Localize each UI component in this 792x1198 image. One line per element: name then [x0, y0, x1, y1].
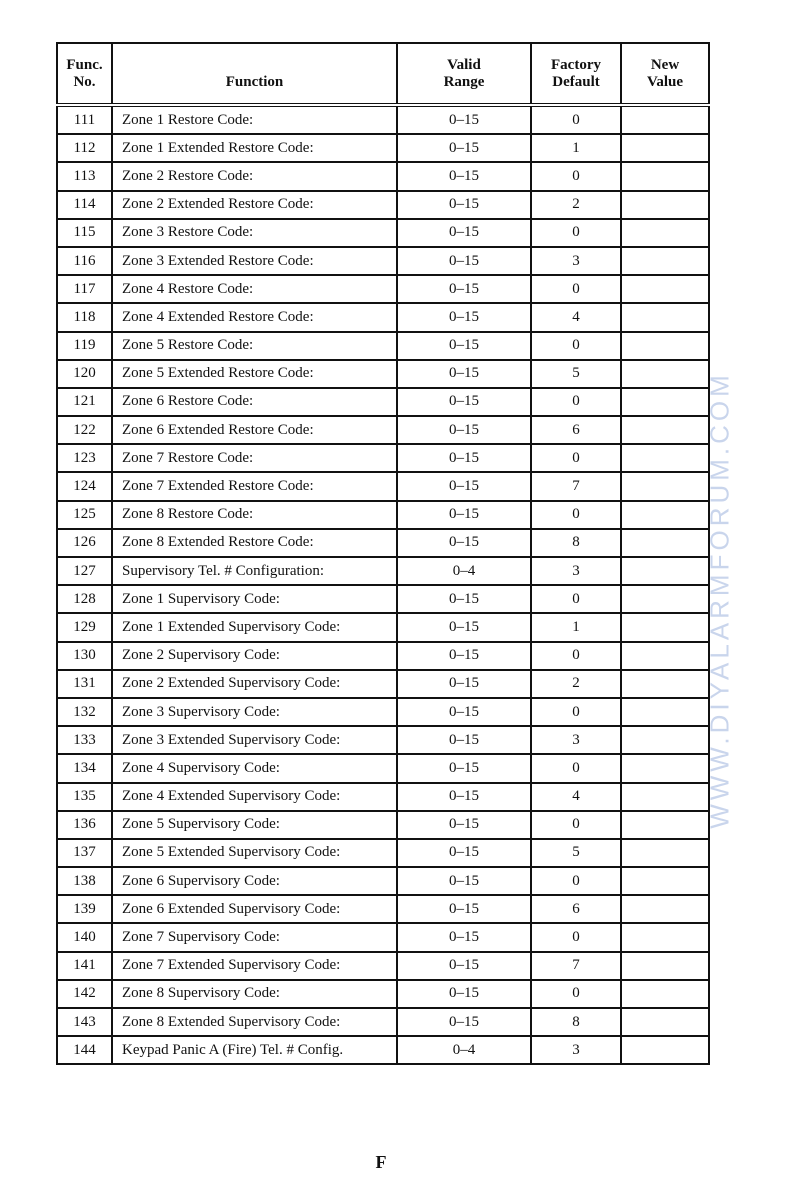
function-cell: Zone 7 Supervisory Code:	[112, 923, 397, 951]
func-no-cell: 112	[57, 134, 112, 162]
table-row	[57, 388, 709, 416]
factory-default-cell: 2	[531, 670, 621, 698]
factory-default-cell: 0	[531, 698, 621, 726]
func-no-cell: 120	[57, 360, 112, 388]
new-value-cell[interactable]	[621, 444, 709, 472]
func-no-cell: 144	[57, 1036, 112, 1064]
new-value-cell[interactable]	[621, 105, 709, 134]
valid-range-cell: 0–15	[397, 191, 531, 219]
factory-default-cell: 7	[531, 472, 621, 500]
func-no-cell: 129	[57, 613, 112, 641]
function-cell: Zone 7 Extended Supervisory Code:	[112, 952, 397, 980]
factory-default-cell: 0	[531, 501, 621, 529]
function-table	[56, 42, 710, 1065]
factory-default-cell: 0	[531, 219, 621, 247]
table-row	[57, 642, 709, 670]
function-cell: Zone 8 Extended Restore Code:	[112, 529, 397, 557]
valid-range-cell: 0–15	[397, 895, 531, 923]
func-no-cell: 130	[57, 642, 112, 670]
table-row	[57, 303, 709, 331]
func-no-cell: 132	[57, 698, 112, 726]
table-row	[57, 613, 709, 641]
valid-range-cell: 0–15	[397, 698, 531, 726]
function-cell: Zone 5 Extended Supervisory Code:	[112, 839, 397, 867]
func-no-cell: 140	[57, 923, 112, 951]
function-cell: Zone 7 Extended Restore Code:	[112, 472, 397, 500]
factory-default-cell: 0	[531, 275, 621, 303]
factory-default-cell: 3	[531, 1036, 621, 1064]
func-no-cell: 123	[57, 444, 112, 472]
function-cell: Zone 2 Restore Code:	[112, 162, 397, 190]
table-row	[57, 191, 709, 219]
valid-range-cell: 0–15	[397, 219, 531, 247]
watermark-text: WWW.DIYALARMFORUM.COM	[704, 371, 735, 829]
table-row	[57, 585, 709, 613]
table-row	[57, 472, 709, 500]
new-value-cell[interactable]	[621, 247, 709, 275]
function-cell: Zone 8 Extended Supervisory Code:	[112, 1008, 397, 1036]
new-value-cell[interactable]	[621, 219, 709, 247]
table-row	[57, 529, 709, 557]
table-row	[57, 162, 709, 190]
func-no-cell: 128	[57, 585, 112, 613]
factory-default-cell: 1	[531, 134, 621, 162]
function-cell: Zone 5 Restore Code:	[112, 332, 397, 360]
func-no-cell: 139	[57, 895, 112, 923]
valid-range-cell: 0–15	[397, 952, 531, 980]
func-no-cell: 131	[57, 670, 112, 698]
func-no-cell: 119	[57, 332, 112, 360]
table-row	[57, 134, 709, 162]
valid-range-cell: 0–15	[397, 839, 531, 867]
table-row	[57, 416, 709, 444]
factory-default-cell: 6	[531, 416, 621, 444]
new-value-cell[interactable]	[621, 670, 709, 698]
new-value-cell[interactable]	[621, 529, 709, 557]
factory-default-cell: 0	[531, 980, 621, 1008]
new-value-cell[interactable]	[621, 980, 709, 1008]
new-value-cell[interactable]	[621, 134, 709, 162]
valid-range-cell: 0–15	[397, 472, 531, 500]
factory-default-cell: 4	[531, 783, 621, 811]
new-value-cell[interactable]	[621, 416, 709, 444]
table-row	[57, 501, 709, 529]
func-no-cell: 124	[57, 472, 112, 500]
func-no-cell: 114	[57, 191, 112, 219]
new-value-cell[interactable]	[621, 754, 709, 782]
table-row	[57, 360, 709, 388]
function-cell: Zone 7 Restore Code:	[112, 444, 397, 472]
func-no-cell: 121	[57, 388, 112, 416]
function-cell: Zone 6 Extended Restore Code:	[112, 416, 397, 444]
valid-range-cell: 0–15	[397, 1008, 531, 1036]
function-cell: Zone 2 Extended Restore Code:	[112, 191, 397, 219]
header-valid-range: Valid Range	[397, 43, 531, 105]
func-no-cell: 127	[57, 557, 112, 585]
valid-range-cell: 0–15	[397, 754, 531, 782]
factory-default-cell: 0	[531, 642, 621, 670]
header-factory-default: Factory Default	[531, 43, 621, 105]
factory-default-cell: 8	[531, 529, 621, 557]
factory-default-cell: 8	[531, 1008, 621, 1036]
new-value-cell[interactable]	[621, 501, 709, 529]
function-cell: Zone 4 Supervisory Code:	[112, 754, 397, 782]
new-value-cell[interactable]	[621, 895, 709, 923]
func-no-cell: 138	[57, 867, 112, 895]
valid-range-cell: 0–15	[397, 529, 531, 557]
header-row	[57, 43, 709, 105]
new-value-cell[interactable]	[621, 472, 709, 500]
valid-range-cell: 0–4	[397, 557, 531, 585]
valid-range-cell: 0–15	[397, 585, 531, 613]
function-cell: Zone 2 Extended Supervisory Code:	[112, 670, 397, 698]
table-row	[57, 219, 709, 247]
table-row	[57, 557, 709, 585]
valid-range-cell: 0–15	[397, 388, 531, 416]
func-no-cell: 137	[57, 839, 112, 867]
table-row	[57, 1036, 709, 1064]
function-cell: Zone 3 Restore Code:	[112, 219, 397, 247]
valid-range-cell: 0–15	[397, 162, 531, 190]
function-cell: Zone 3 Supervisory Code:	[112, 698, 397, 726]
function-cell: Zone 6 Supervisory Code:	[112, 867, 397, 895]
factory-default-cell: 0	[531, 444, 621, 472]
valid-range-cell: 0–15	[397, 867, 531, 895]
function-cell: Zone 3 Extended Restore Code:	[112, 247, 397, 275]
func-no-cell: 125	[57, 501, 112, 529]
valid-range-cell: 0–15	[397, 613, 531, 641]
func-no-cell: 142	[57, 980, 112, 1008]
factory-default-cell: 3	[531, 726, 621, 754]
function-cell: Supervisory Tel. # Configuration:	[112, 557, 397, 585]
new-value-cell[interactable]	[621, 726, 709, 754]
factory-default-cell: 3	[531, 247, 621, 275]
table-row	[57, 105, 709, 134]
factory-default-cell: 0	[531, 811, 621, 839]
table-row	[57, 332, 709, 360]
factory-default-cell: 6	[531, 895, 621, 923]
header-function: Function	[112, 43, 397, 105]
new-value-cell[interactable]	[621, 698, 709, 726]
new-value-cell[interactable]	[621, 642, 709, 670]
valid-range-cell: 0–15	[397, 416, 531, 444]
func-no-cell: 118	[57, 303, 112, 331]
valid-range-cell: 0–15	[397, 501, 531, 529]
factory-default-cell: 0	[531, 105, 621, 134]
new-value-cell[interactable]	[621, 585, 709, 613]
function-cell: Zone 2 Supervisory Code:	[112, 642, 397, 670]
function-cell: Zone 8 Restore Code:	[112, 501, 397, 529]
valid-range-cell: 0–15	[397, 360, 531, 388]
func-no-cell: 113	[57, 162, 112, 190]
func-no-cell: 134	[57, 754, 112, 782]
table-row	[57, 952, 709, 980]
valid-range-cell: 0–15	[397, 783, 531, 811]
factory-default-cell: 4	[531, 303, 621, 331]
table-row	[57, 726, 709, 754]
function-cell: Zone 4 Extended Restore Code:	[112, 303, 397, 331]
valid-range-cell: 0–15	[397, 923, 531, 951]
function-cell: Zone 1 Extended Restore Code:	[112, 134, 397, 162]
new-value-cell[interactable]	[621, 1036, 709, 1064]
func-no-cell: 115	[57, 219, 112, 247]
table-row	[57, 783, 709, 811]
table-row	[57, 1008, 709, 1036]
new-value-cell[interactable]	[621, 613, 709, 641]
valid-range-cell: 0–15	[397, 670, 531, 698]
new-value-cell[interactable]	[621, 275, 709, 303]
factory-default-cell: 0	[531, 332, 621, 360]
factory-default-cell: 2	[531, 191, 621, 219]
func-no-cell: 111	[57, 105, 112, 134]
function-cell: Zone 4 Extended Supervisory Code:	[112, 783, 397, 811]
function-cell: Zone 5 Extended Restore Code:	[112, 360, 397, 388]
factory-default-cell: 0	[531, 162, 621, 190]
table-body	[57, 105, 709, 1064]
new-value-cell[interactable]	[621, 783, 709, 811]
factory-default-cell: 5	[531, 360, 621, 388]
factory-default-cell: 5	[531, 839, 621, 867]
table-row	[57, 867, 709, 895]
func-no-cell: 136	[57, 811, 112, 839]
new-value-cell[interactable]	[621, 811, 709, 839]
table-row	[57, 670, 709, 698]
valid-range-cell: 0–15	[397, 105, 531, 134]
factory-default-cell: 3	[531, 557, 621, 585]
function-cell: Zone 5 Supervisory Code:	[112, 811, 397, 839]
table-row	[57, 698, 709, 726]
new-value-cell[interactable]	[621, 923, 709, 951]
table-row	[57, 247, 709, 275]
valid-range-cell: 0–15	[397, 303, 531, 331]
new-value-cell[interactable]	[621, 332, 709, 360]
new-value-cell[interactable]	[621, 867, 709, 895]
new-value-cell[interactable]	[621, 162, 709, 190]
function-cell: Zone 1 Extended Supervisory Code:	[112, 613, 397, 641]
table-row	[57, 839, 709, 867]
function-cell: Zone 8 Supervisory Code:	[112, 980, 397, 1008]
table-row	[57, 923, 709, 951]
function-cell: Zone 1 Supervisory Code:	[112, 585, 397, 613]
valid-range-cell: 0–15	[397, 980, 531, 1008]
func-no-cell: 122	[57, 416, 112, 444]
factory-default-cell: 0	[531, 867, 621, 895]
factory-default-cell: 0	[531, 585, 621, 613]
page-letter: F	[375, 1152, 387, 1172]
new-value-cell[interactable]	[621, 191, 709, 219]
function-cell: Zone 1 Restore Code:	[112, 105, 397, 134]
new-value-cell[interactable]	[621, 360, 709, 388]
func-no-cell: 143	[57, 1008, 112, 1036]
factory-default-cell: 1	[531, 613, 621, 641]
table-row	[57, 980, 709, 1008]
function-cell: Zone 6 Extended Supervisory Code:	[112, 895, 397, 923]
new-value-cell[interactable]	[621, 952, 709, 980]
valid-range-cell: 0–15	[397, 247, 531, 275]
new-value-cell[interactable]	[621, 1008, 709, 1036]
table-row	[57, 275, 709, 303]
function-cell: Keypad Panic A (Fire) Tel. # Config.	[112, 1036, 397, 1064]
factory-default-cell: 0	[531, 923, 621, 951]
valid-range-cell: 0–15	[397, 811, 531, 839]
function-cell: Zone 3 Extended Supervisory Code:	[112, 726, 397, 754]
new-value-cell[interactable]	[621, 557, 709, 585]
valid-range-cell: 0–15	[397, 642, 531, 670]
func-no-cell: 116	[57, 247, 112, 275]
function-cell: Zone 4 Restore Code:	[112, 275, 397, 303]
func-no-cell: 126	[57, 529, 112, 557]
valid-range-cell: 0–4	[397, 1036, 531, 1064]
header-func-no: Func. No.	[57, 43, 112, 105]
table-row	[57, 444, 709, 472]
function-cell: Zone 6 Restore Code:	[112, 388, 397, 416]
func-no-cell: 133	[57, 726, 112, 754]
valid-range-cell: 0–15	[397, 275, 531, 303]
header-new-value: New Value	[621, 43, 709, 105]
valid-range-cell: 0–15	[397, 332, 531, 360]
valid-range-cell: 0–15	[397, 134, 531, 162]
func-no-cell: 117	[57, 275, 112, 303]
table-header	[57, 43, 709, 105]
factory-default-cell: 0	[531, 388, 621, 416]
new-value-cell[interactable]	[621, 303, 709, 331]
func-no-cell: 141	[57, 952, 112, 980]
table-row	[57, 754, 709, 782]
func-no-cell: 135	[57, 783, 112, 811]
table-row	[57, 895, 709, 923]
valid-range-cell: 0–15	[397, 726, 531, 754]
factory-default-cell: 7	[531, 952, 621, 980]
new-value-cell[interactable]	[621, 388, 709, 416]
valid-range-cell: 0–15	[397, 444, 531, 472]
new-value-cell[interactable]	[621, 839, 709, 867]
factory-default-cell: 0	[531, 754, 621, 782]
table-row	[57, 811, 709, 839]
